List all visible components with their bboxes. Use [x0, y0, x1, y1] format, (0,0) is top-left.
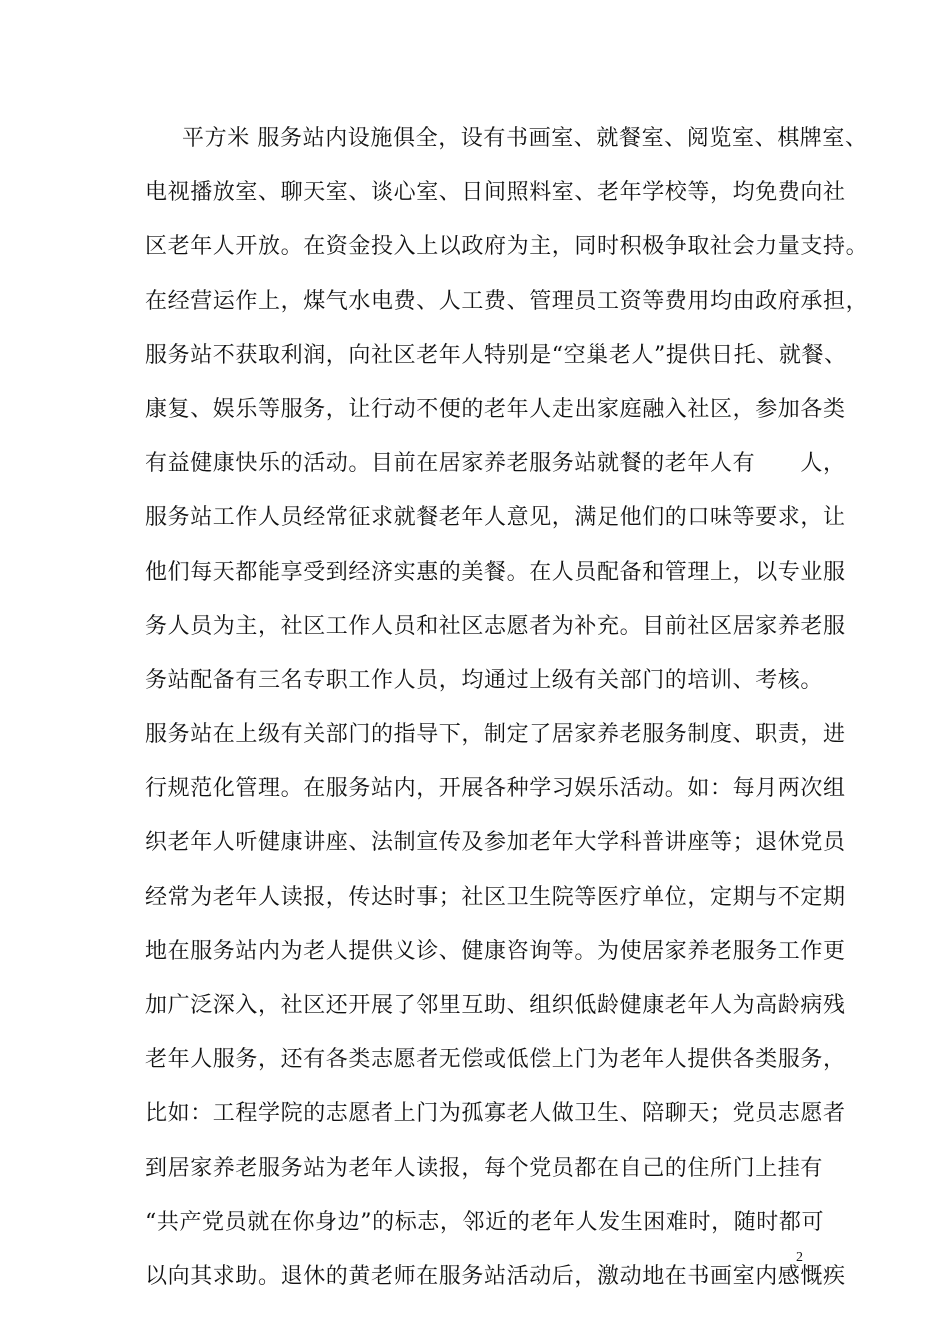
text-line: 地在服务站内为老人提供义诊、健康咨询等。为使居家养老服务工作更: [145, 938, 846, 964]
text-line: 服务站工作人员经常征求就餐老年人意见，满足他们的口味等要求，让: [145, 505, 846, 531]
text-line: 加广泛深入，社区还开展了邻里互助、组织低龄健康老年人为高龄病残: [145, 993, 846, 1018]
text-line: 在经营运作上，煤气水电费、人工费、管理员工资等费用均由政府承担，: [145, 288, 869, 314]
page-number: 2: [796, 1250, 803, 1265]
text-line: 平方米 服务站内设施俱全，设有书画室、就餐室、阅览室、棋牌室、: [182, 126, 868, 151]
text-line: 有益健康快乐的活动。目前在居家养老服务站就餐的老年人有 人，: [145, 451, 846, 477]
text-line: 务站配备有三名专职工作人员，均通过上级有关部门的培训、考核。: [145, 667, 824, 693]
text-line: 务人员为主，社区工作人员和社区志愿者为补充。目前社区居家养老服: [145, 613, 846, 639]
text-line: 服务站在上级有关部门的指导下，制定了居家养老服务制度、职责，进: [145, 722, 846, 748]
text-line: 比如：工程学院的志愿者上门为孤寡老人做卫生、陪聊天；党员志愿者: [145, 1101, 846, 1127]
text-line: “共产党员就在你身边”的标志，邻近的老年人发生困难时，随时都可: [145, 1209, 825, 1235]
text-line: 到居家养老服务站为老年人读报，每个党员都在自己的住所门上挂有: [145, 1155, 824, 1181]
text-line: 电视播放室、聊天室、谈心室、日间照料室、老年学校等，均免费向社: [145, 180, 846, 206]
text-line: 区老年人开放。在资金投入上以政府为主，同时积极争取社会力量支持。: [145, 234, 869, 260]
text-line: 经常为老年人读报，传达时事；社区卫生院等医疗单位，定期与不定期: [145, 884, 846, 910]
text-line: 服务站不获取利润，向社区老年人特别是“空巢老人”提供日托、就餐、: [145, 342, 847, 368]
body-text: [145, 112, 869, 1304]
text-line: 织老年人听健康讲座、法制宣传及参加老年大学科普讲座等；退休党员: [145, 830, 846, 856]
text-line: 老年人服务，还有各类志愿者无偿或低偿上门为老年人提供各类服务，: [145, 1047, 846, 1073]
text-line: 康复、娱乐等服务，让行动不便的老年人走出家庭融入社区，参加各类: [145, 396, 846, 422]
text-line: 以向其求助。退休的黄老师在服务站活动后，激动地在书画室内感慨疾: [145, 1263, 846, 1289]
text-line: 行规范化管理。在服务站内，开展各种学习娱乐活动。如：每月两次组: [145, 776, 846, 802]
text-line: 他们每天都能享受到经济实惠的美餐。在人员配备和管理上，以专业服: [145, 559, 846, 585]
